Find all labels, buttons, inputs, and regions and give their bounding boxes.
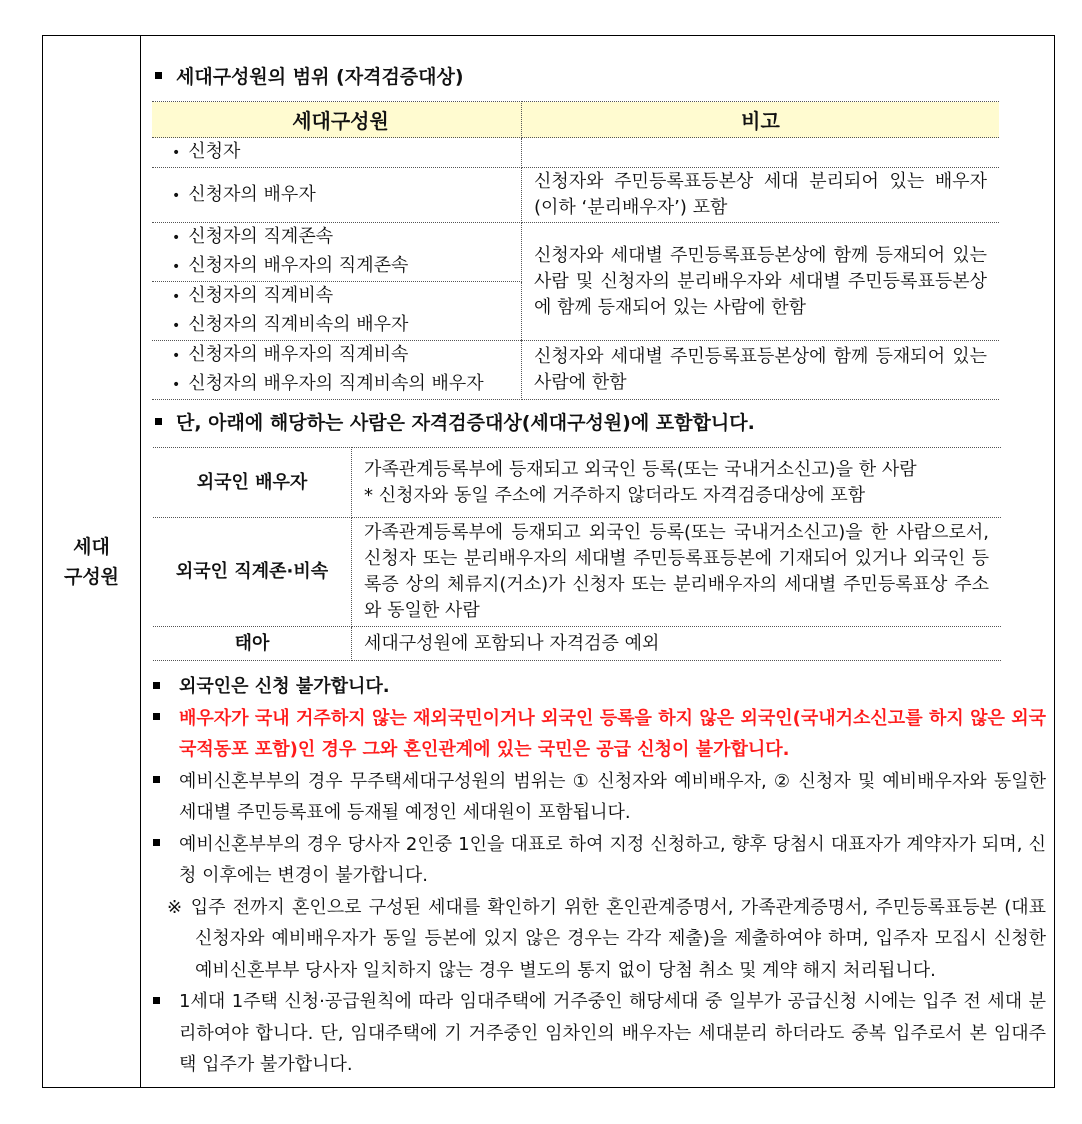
table-row [152, 168, 999, 223]
description-cell: 세대구성원에 포함되나 자격검증 예외 [352, 627, 1002, 661]
member-item: • 신청자의 배우자의 직계존속 [172, 252, 509, 281]
header-members: 세대구성원 [152, 102, 522, 138]
row-label-line: 세대 [73, 535, 110, 558]
square-bullet-icon [153, 839, 160, 846]
notice-item [153, 766, 1046, 829]
square-bullet-icon [155, 72, 162, 79]
note-cell: 신청자와 세대별 주민등록표등본상에 함께 등재되어 있는 사람 및 신청자의 분리배우자와 세대별 주민등록표등본상에 함께 등재되어 있는 사람에 한함 [522, 223, 1000, 341]
table-row [153, 448, 1001, 518]
member-item: • 신청자 [172, 138, 509, 167]
notice-remark: ※ 입주 전까지 혼인으로 구성된 세대를 확인하기 위한 혼인관계증명서, 가족관계증명서, 주민등록표등본 (대표 신청자와 예비배우자가 동일 등본에 있지 않은 경우는 각각 제출)을 제출하여야 하며, 입주자 모집시 신청한 예비신혼부부 당사자 일치하지 않는 경우 별도의 통지 없이 당첨 취소 및 계약 해지 처리됩니다. [167, 896, 1046, 981]
notice-item-warning [153, 703, 1046, 766]
notice-item [153, 986, 1046, 1081]
note-cell: 신청자와 주민등록표등본상 세대 분리되어 있는 배우자 (이하 ‘분리배우자’) 포함 [522, 168, 1000, 223]
section1-heading [155, 62, 464, 89]
notice-text: 1세대 1주택 신청·공급원칙에 따라 임대주택에 거주중인 해당세대 중 일부가 공급신청 시에는 입주 전 세대 분리하여야 합니다. 단, 임대주택에 기 거주중인 임차인의 배우자는 세대분리 하더라도 중복 입주로서 본 임대주택 입주가 불가합니다. [179, 991, 1046, 1075]
row-label-cell: 외국인 배우자 [153, 448, 352, 518]
member-item: • 신청자의 직계존속 [172, 223, 509, 252]
member-item: • 신청자의 직계비속의 배우자 [172, 311, 509, 340]
notice-list [153, 671, 1046, 1081]
note-cell [522, 138, 1000, 168]
table-row [153, 518, 1001, 627]
notice-text: 예비신혼부부의 경우 무주택세대구성원의 범위는 ① 신청자와 예비배우자, ② 신청자 및 예비배우자와 동일한 세대별 주민등록표에 등재될 예정인 세대원이 포함됩니다. [179, 770, 1046, 823]
section2-heading [155, 408, 755, 435]
description-line: * 신청자와 동일 주소에 거주하지 않더라도 자격검증대상에 포함 [364, 484, 866, 506]
table-row [152, 138, 999, 168]
row-label-cell: 태아 [153, 627, 352, 661]
row-label [43, 36, 141, 1087]
row-label-cell: 외국인 직계존·비속 [153, 518, 352, 627]
member-item: • 신청자의 배우자의 직계비속의 배우자 [172, 370, 509, 399]
table-header-row [152, 102, 999, 138]
description-line: 가족관계등록부에 등재되고 외국인 등록(또는 국내거소신고)을 한 사람 [364, 458, 917, 480]
notice-item [153, 671, 1046, 703]
square-bullet-icon [153, 682, 160, 689]
row-label-line: 구성원 [63, 565, 120, 588]
note-cell: 신청자와 세대별 주민등록표등본상에 함께 등재되어 있는 사람에 한함 [522, 341, 1000, 400]
member-item: • 신청자의 배우자의 직계비속 [172, 341, 509, 370]
notice-text: 예비신혼부부의 경우 당사자 2인중 1인을 대표로 하여 지정 신청하고, 향후 당첨시 대표자가 계약자가 되며, 신청 이후에는 변경이 불가합니다. [179, 833, 1046, 886]
notice-item [153, 829, 1046, 892]
section2-heading-text: 단, 아래에 해당하는 사람은 자격검증대상(세대구성원)에 포함합니다. [176, 412, 755, 434]
table-row [153, 627, 1001, 661]
section1-heading-text: 세대구성원의 범위 (자격검증대상) [176, 66, 464, 88]
square-bullet-icon [153, 713, 160, 720]
description-cell: 가족관계등록부에 등재되고 외국인 등록(또는 국내거소신고)을 한 사람으로서, 신청자 또는 분리배우자의 세대별 주민등록표등본에 기재되어 있거나 외국인 등록증 상의 체류지(거소)가 신청자 또는 분리배우자의 세대별 주민등록표상 주소와 동일한 사람 [352, 518, 1002, 627]
description-cell [352, 448, 1002, 518]
foreign-members-table [153, 447, 1001, 661]
table-row [152, 223, 999, 282]
member-item: • 신청자의 배우자 [172, 181, 509, 210]
member-item: • 신청자의 직계비속 [172, 282, 509, 311]
header-note: 비고 [522, 102, 1000, 138]
notice-text: 배우자가 국내 거주하지 않는 재외국민이거나 외국인 등록을 하지 않은 외국인(국내거소신고를 하지 않은 외국국적동포 포함)인 경우 그와 혼인관계에 있는 국민은 공급 신청이 불가합니다. [179, 707, 1046, 760]
square-bullet-icon [155, 418, 162, 425]
square-bullet-icon [153, 997, 160, 1004]
notice-text: 외국인은 신청 불가합니다. [179, 676, 390, 697]
square-bullet-icon [153, 776, 160, 783]
table-row [152, 341, 999, 400]
household-members-table [152, 101, 999, 400]
